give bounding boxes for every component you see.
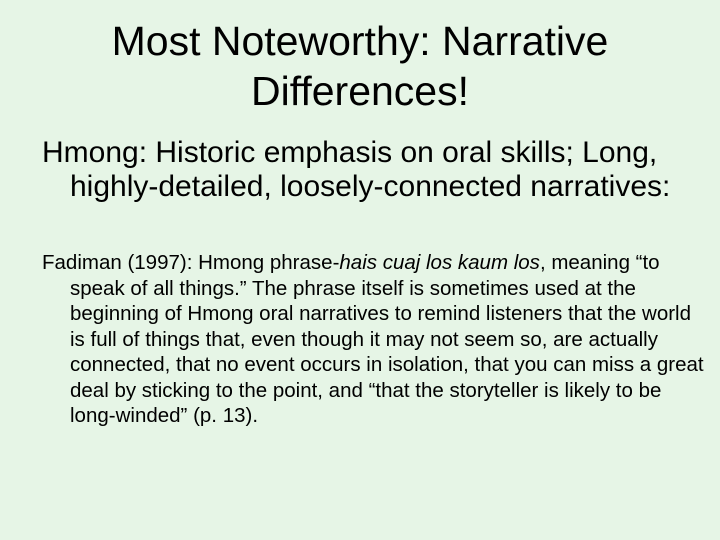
slide-title: Most Noteworthy: Narrative Differences!	[111, 18, 609, 114]
bullet-hmong-oral-skills: Hmong: Historic emphasis on oral skills; Long, highly-detailed, loosely-connected narratives:	[42, 136, 671, 203]
hmong-phrase: hais cuaj los kaum los	[339, 251, 540, 274]
bullet-fadiman-quote	[42, 250, 710, 429]
fadiman-lead-text: Fadiman (1997): Hmong phrase-	[42, 251, 340, 274]
fadiman-quote-text: , meaning “to speak of all things.” The phrase itself is sometimes used at the beginning of Hmong oral narratives to remind listeners that the world is full of things that, even though it may not seem so, are actually connected, that no event occurs in isolation, that you can miss a great deal by sticking to the point, and “that the storyteller is likely to be long-winded” (p. 13).	[70, 251, 704, 427]
